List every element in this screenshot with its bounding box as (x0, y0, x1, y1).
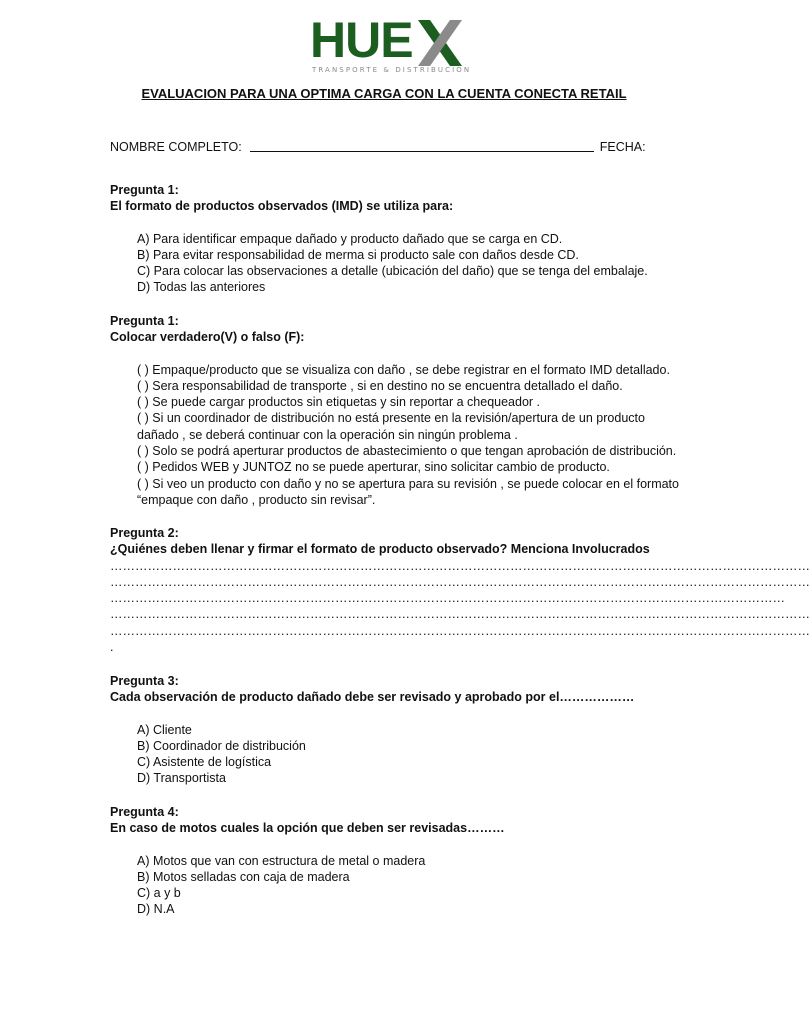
tf-item: ( ) Si un coordinador de distribución no está presente en la revisión/apertura de un producto (137, 411, 645, 426)
question-4 (110, 804, 710, 918)
name-date-row (110, 139, 646, 154)
question-heading: Pregunta 4: (110, 805, 179, 819)
huex-logo (310, 12, 472, 78)
name-label: NOMBRE COMPLETO: (110, 140, 242, 154)
question-prompt: El formato de productos observados (IMD) se utiliza para: (110, 199, 454, 214)
answer-dotted-line[interactable]: …………………………………………………………………………………………………………………………………………………… (110, 607, 810, 622)
tf-item-continued: dañado , se deberá continuar con la operación sin ningún problema . (137, 427, 518, 442)
tf-item: ( ) Si veo un producto con daño y no se apertura para su revisión , se puede colocar en el formato (137, 476, 679, 491)
option-d: D) Transportista (137, 771, 226, 786)
option-a: A) Para identificar empaque dañado y producto dañado que se carga en CD. (137, 231, 563, 246)
question-prompt: Colocar verdadero(V) o falso (F): (110, 330, 305, 345)
option-a: A) Motos que van con estructura de metal o madera (137, 853, 426, 868)
question-2 (110, 525, 810, 655)
tf-item: ( ) Solo se podrá aperturar productos de abastecimiento o que tengan aprobación de distribución. (137, 444, 677, 459)
tf-item: ( ) Pedidos WEB y JUNTOZ no se puede aperturar, sino solicitar cambio de producto. (137, 460, 610, 475)
tf-item: ( ) Sera responsabilidad de transporte , si en destino no se encuentra detallado el daño. (137, 378, 623, 393)
question-1-true-false (110, 313, 710, 508)
date-label: FECHA: (599, 140, 646, 154)
question-prompt: En caso de motos cuales la opción que deben ser revisadas……… (110, 821, 505, 836)
option-d: D) N.A (137, 902, 175, 917)
answer-dotted-line[interactable]: …………………………………………………………………………………………………………………………………………………… (110, 623, 810, 638)
question-prompt: Cada observación de producto dañado debe ser revisado y aprobado por el……………… (110, 690, 635, 705)
question-3 (110, 673, 710, 787)
question-heading: Pregunta 3: (110, 674, 179, 688)
question-prompt: ¿Quiénes deben llenar y firmar el formato de producto observado? Menciona Involucrados (110, 542, 650, 557)
option-c: C) Para colocar las observaciones a detalle (ubicación del daño) que se tenga del embalaje. (137, 264, 648, 279)
name-blank-line[interactable] (250, 139, 594, 152)
document-title: EVALUACION PARA UNA OPTIMA CARGA CON LA CUENTA CONECTA RETAIL (141, 86, 627, 101)
tf-item: ( ) Empaque/producto que se visualiza con daño , se debe registrar en el formato IMD detallado. (137, 362, 670, 377)
option-c: C) a y b (137, 886, 181, 901)
option-b: B) Para evitar responsabilidad de merma si producto sale con daños desde CD. (137, 247, 579, 262)
answer-end-dot: . (110, 640, 114, 655)
question-heading: Pregunta 1: (110, 183, 179, 197)
option-d: D) Todas las anteriores (137, 280, 266, 295)
answer-dotted-line[interactable]: ……………………………………………………………………………………………………………………………………………… (110, 591, 785, 606)
option-a: A) Cliente (137, 722, 192, 737)
logo-x-mark (416, 20, 464, 66)
answer-dotted-line[interactable]: …………………………………………………………………………………………………………………………………………………… (110, 558, 810, 573)
logo-wordmark: HUE (310, 12, 413, 68)
question-heading: Pregunta 2: (110, 526, 179, 540)
option-b: B) Motos selladas con caja de madera (137, 869, 350, 884)
tf-item: ( ) Se puede cargar productos sin etiquetas y sin reportar a chequeador . (137, 395, 541, 410)
answer-dotted-line[interactable]: …………………………………………………………………………………………………………………………………………………… (110, 574, 810, 589)
logo-tagline: TRANSPORTE & DISTRIBUCIÓN (312, 66, 472, 74)
question-heading: Pregunta 1: (110, 314, 179, 328)
tf-item-continued: “empaque con daño , producto sin revisar”. (137, 492, 376, 507)
option-b: B) Coordinador de distribución (137, 738, 306, 753)
question-1 (110, 182, 710, 296)
option-c: C) Asistente de logística (137, 755, 272, 770)
